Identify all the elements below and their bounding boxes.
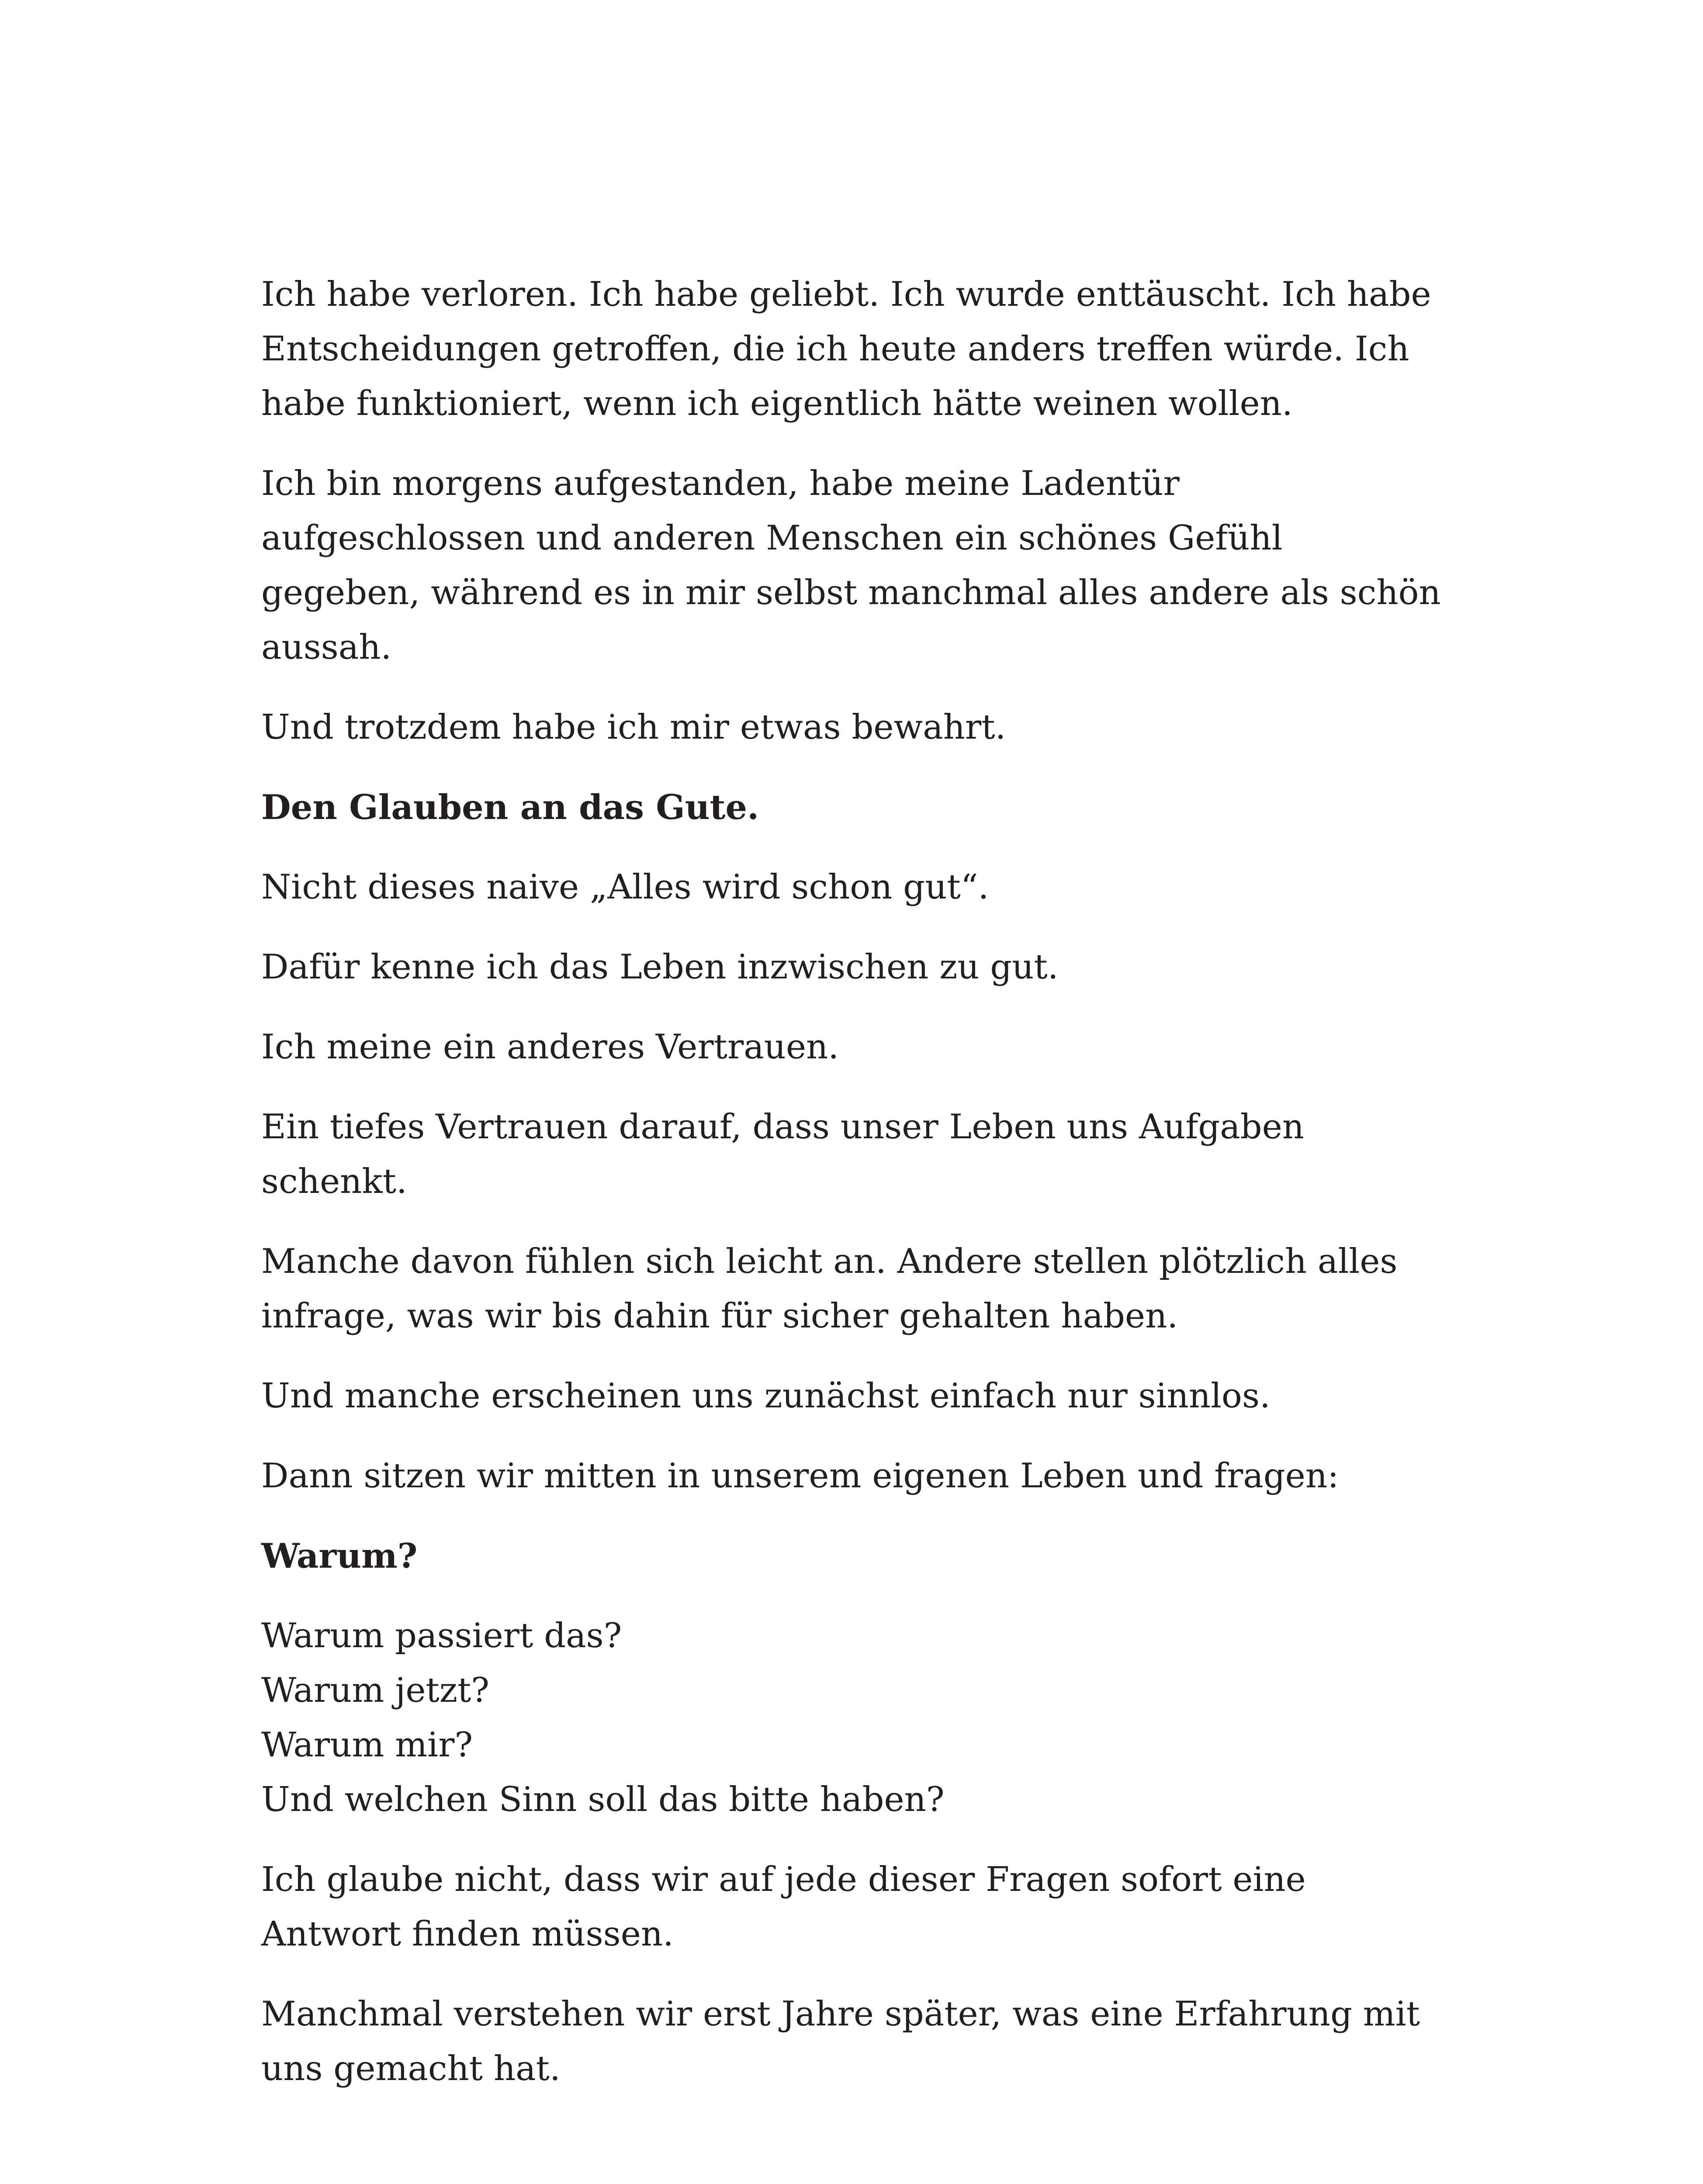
paragraph-no-immediate-answer: Ich glaube nicht, dass wir auf jede dieser Fragen sofort eine Antwort finden müssen.: [261, 1860, 1306, 1954]
heading-belief-in-good: Den Glauben an das Gute.: [261, 788, 759, 827]
body-text: [261, 267, 1441, 2122]
questions-block: [261, 1609, 1441, 1827]
paragraph-then-we-ask: Dann sitzen wir mitten in unserem eigenen Leben und fragen:: [261, 1456, 1339, 1496]
question-line: Warum mir?: [261, 1725, 473, 1765]
paragraph-not-naive: Nicht dieses naive „Alles wird schon gut“.: [261, 867, 989, 907]
paragraph-deep-trust: Ein tiefes Vertrauen darauf, dass unser Leben uns Aufgaben schenkt.: [261, 1107, 1305, 1201]
question-line: Warum jetzt?: [261, 1671, 490, 1710]
paragraph-shop-door: Ich bin morgens aufgestanden, habe meine Ladentür aufgeschlossen und anderen Menschen ein schönes Gefühl gegeben, während es in mir selbst manchmal alles andere als schön aussah.: [261, 464, 1441, 667]
paragraph-seem-senseless: Und manche erscheinen uns zunächst einfach nur sinnlos.: [261, 1376, 1270, 1416]
paragraph-know-life: Dafür kenne ich das Leben inzwischen zu gut.: [261, 947, 1059, 987]
paragraph-lost-loved: Ich habe verloren. Ich habe geliebt. Ich wurde enttäuscht. Ich habe Entscheidungen getroffen, die ich heute anders treffen würde. Ich habe funktioniert, wenn ich eigentlich hätte weinen wollen.: [261, 275, 1431, 423]
paragraph-kept-something: Und trotzdem habe ich mir etwas bewahrt.: [261, 708, 1006, 747]
question-line: Und welchen Sinn soll das bitte haben?: [261, 1780, 945, 1819]
paragraph-years-later: Manchmal verstehen wir erst Jahre später, was eine Erfahrung mit uns gemacht hat.: [261, 1994, 1420, 2088]
paragraph-some-feel-light: Manche davon fühlen sich leicht an. Andere stellen plötzlich alles infrage, was wir bis dahin für sicher gehalten haben.: [261, 1242, 1398, 1336]
heading-why: Warum?: [261, 1536, 418, 1576]
paragraph-other-trust: Ich meine ein anderes Vertrauen.: [261, 1027, 839, 1067]
question-line: Warum passiert das?: [261, 1616, 622, 1655]
